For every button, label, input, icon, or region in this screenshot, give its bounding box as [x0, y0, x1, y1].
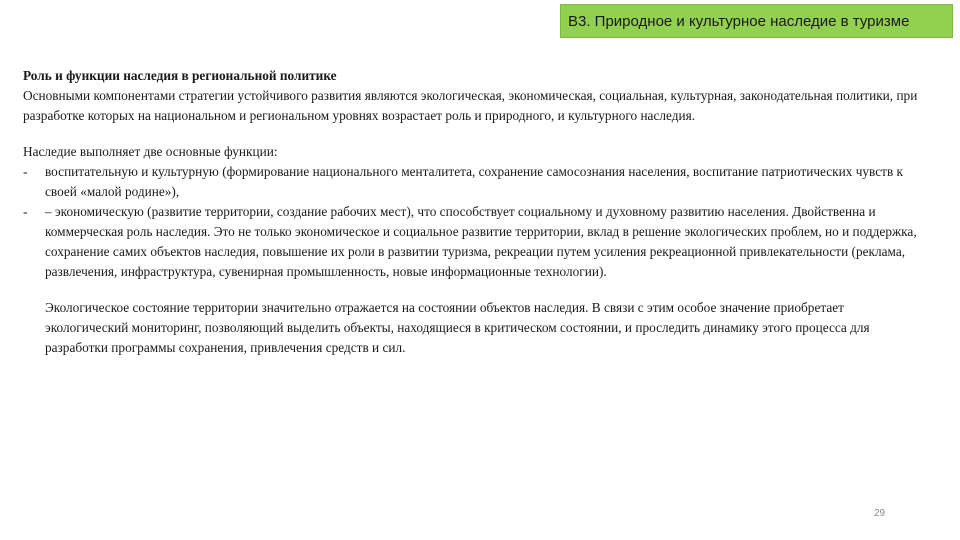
- functions-list: [23, 162, 923, 282]
- functions-lead: Наследие выполняет две основные функции:: [23, 144, 278, 159]
- list-item-text: – экономическую (развитие территории, создание рабочих мест), что способствует социальному и духовному развитию населения. Двойственна и коммерческая роль наследия. Это не только экономическое и социальное развитие территории, вклад в решение экологических проблем, но и поддержка, сохранение самих объектов наследия, повышение их роли в развитии туризма, рекреации путем усиления рекреационной привлекательности (реклама, развлечения, инфраструктура, сувенирная промышленность, новые информационные технологии).: [45, 204, 917, 279]
- paragraph-spacer: [23, 126, 923, 142]
- list-bullet-dash: -: [23, 204, 28, 219]
- section-title: Роль и функции наследия в региональной политике: [23, 68, 337, 83]
- list-item-text: воспитательную и культурную (формирование национального менталитета, сохранение самосознания населения, воспитание патриотических чувств к своей «малой родине»),: [45, 164, 904, 199]
- slide-title-banner: [560, 4, 953, 38]
- page-number: 29: [874, 508, 886, 519]
- ecology-paragraph: Экологическое состояние территории значительно отражается на состоянии объектов наследия. В связи с этим особое значение приобретает экологический мониторинг, позволяющий выделить объекты, находящиеся в критическом состоянии, и проследить динамику этого процесса для разработки программы сохранения, привлечения средств и сил.: [45, 300, 870, 355]
- intro-paragraph: Основными компонентами стратегии устойчивого развития являются экологическая, экономическая, социальная, культурная, законодательная политики, при разработке которых на национальном и региональном уровнях возрастает роль и природного, и культурного наследия.: [23, 88, 918, 123]
- list-item-economic: [23, 202, 923, 282]
- list-item-educational: [23, 162, 923, 202]
- slide-body: [23, 66, 923, 358]
- list-bullet-dash: -: [23, 164, 28, 179]
- slide-title: В3. Природное и культурное наследие в туризме: [568, 13, 910, 30]
